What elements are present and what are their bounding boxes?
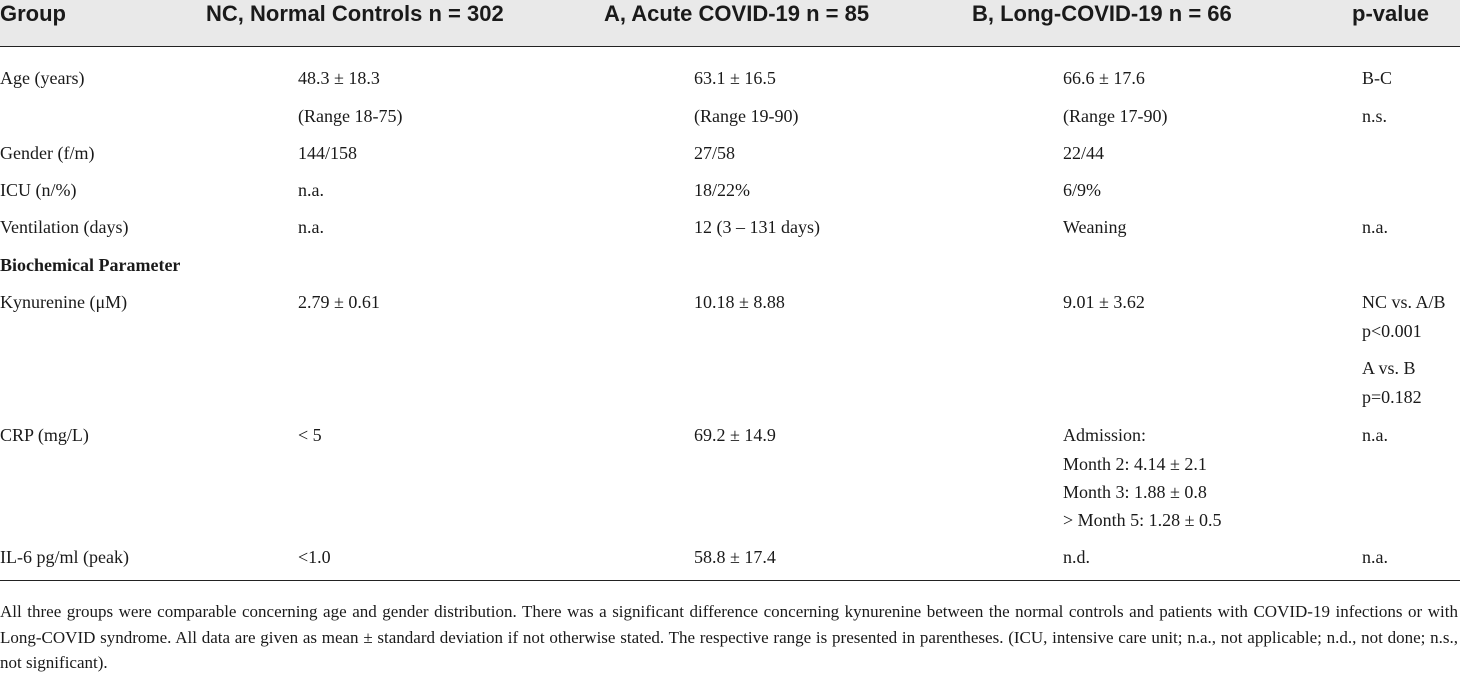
cell-age-nc-mean: 48.3 ± 18.3 [298,68,380,88]
cell-il6-p: n.a. [1362,547,1388,567]
header-acute: A, Acute COVID-19 n = 85 [604,1,870,26]
cell-icu-a: 18/22% [694,180,750,200]
cell-crp-b-3: Month 3: 1.88 ± 0.8 [1063,482,1207,502]
row-label-icu: ICU (n/%) [0,180,77,200]
cell-age-p-1: B-C [1362,68,1393,88]
row-label-ventilation: Ventilation (days) [0,217,129,237]
cell-age-b-range: (Range 17-90) [1063,106,1168,126]
header-group: Group [0,1,66,26]
cell-crp-b-1: Admission: [1063,425,1147,445]
cell-gender-a: 27/58 [694,143,736,163]
cell-gender-nc: 144/158 [298,143,358,163]
cell-age-a-range: (Range 19-90) [694,106,799,126]
cell-il6-nc: <1.0 [298,547,331,567]
cell-age-b-mean: 66.6 ± 17.6 [1063,68,1145,88]
cell-icu-b: 6/9% [1063,180,1101,200]
cell-il6-b: n.d. [1063,547,1090,567]
cell-crp-b-2: Month 2: 4.14 ± 2.1 [1063,454,1207,474]
footer-rule [0,580,1460,581]
header-nc: NC, Normal Controls n = 302 [206,1,504,26]
cell-kynurenine-p-1: NC vs. A/B [1362,292,1446,312]
cell-ventilation-b: Weaning [1063,217,1127,237]
cell-kynurenine-p-2: p<0.001 [1362,321,1422,341]
header-rule [0,46,1460,47]
cell-crp-b-4: > Month 5: 1.28 ± 0.5 [1063,510,1222,530]
row-label-gender: Gender (f/m) [0,143,95,163]
cell-il6-a: 58.8 ± 17.4 [694,547,776,567]
cell-kynurenine-a: 10.18 ± 8.88 [694,292,785,312]
cell-age-nc-range: (Range 18-75) [298,106,403,126]
cell-ventilation-nc: n.a. [298,217,324,237]
cell-age-a-mean: 63.1 ± 16.5 [694,68,776,88]
cell-age-p-2: n.s. [1362,106,1388,126]
table-header-row [0,0,1460,46]
cell-kynurenine-nc: 2.79 ± 0.61 [298,292,380,312]
section-biochemical-parameter: Biochemical Parameter [0,255,181,275]
cell-kynurenine-p-4: p=0.182 [1362,387,1422,407]
header-p-value: p-value [1352,1,1430,26]
cell-ventilation-p: n.a. [1362,217,1388,237]
cell-crp-nc: < 5 [298,425,322,445]
row-label-age: Age (years) [0,68,85,88]
header-long-covid: B, Long-COVID-19 n = 66 [972,1,1232,26]
cell-ventilation-a: 12 (3 – 131 days) [694,217,820,237]
cell-icu-nc: n.a. [298,180,324,200]
row-label-il6: IL-6 pg/ml (peak) [0,547,129,567]
cell-kynurenine-p-3: A vs. B [1362,358,1416,378]
cell-crp-p: n.a. [1362,425,1388,445]
cell-gender-b: 22/44 [1063,143,1105,163]
row-label-crp: CRP (mg/L) [0,425,89,445]
row-label-kynurenine: Kynurenine (μM) [0,292,128,312]
table-footnote: All three groups were comparable concerning age and gender distribution. There was a significant difference concerning kynurenine between the normal controls and patients with COVID-19 infections or with Long-COVID syndrome. All data are given as mean ± standard deviation if not otherwise stated. The respective range is presented in parentheses. (ICU, intensive care unit; n.a., not applicable; n.d., not done; n.s., not significant). [0,602,1458,672]
cell-kynurenine-b: 9.01 ± 3.62 [1063,292,1145,312]
cell-crp-a: 69.2 ± 14.9 [694,425,776,445]
